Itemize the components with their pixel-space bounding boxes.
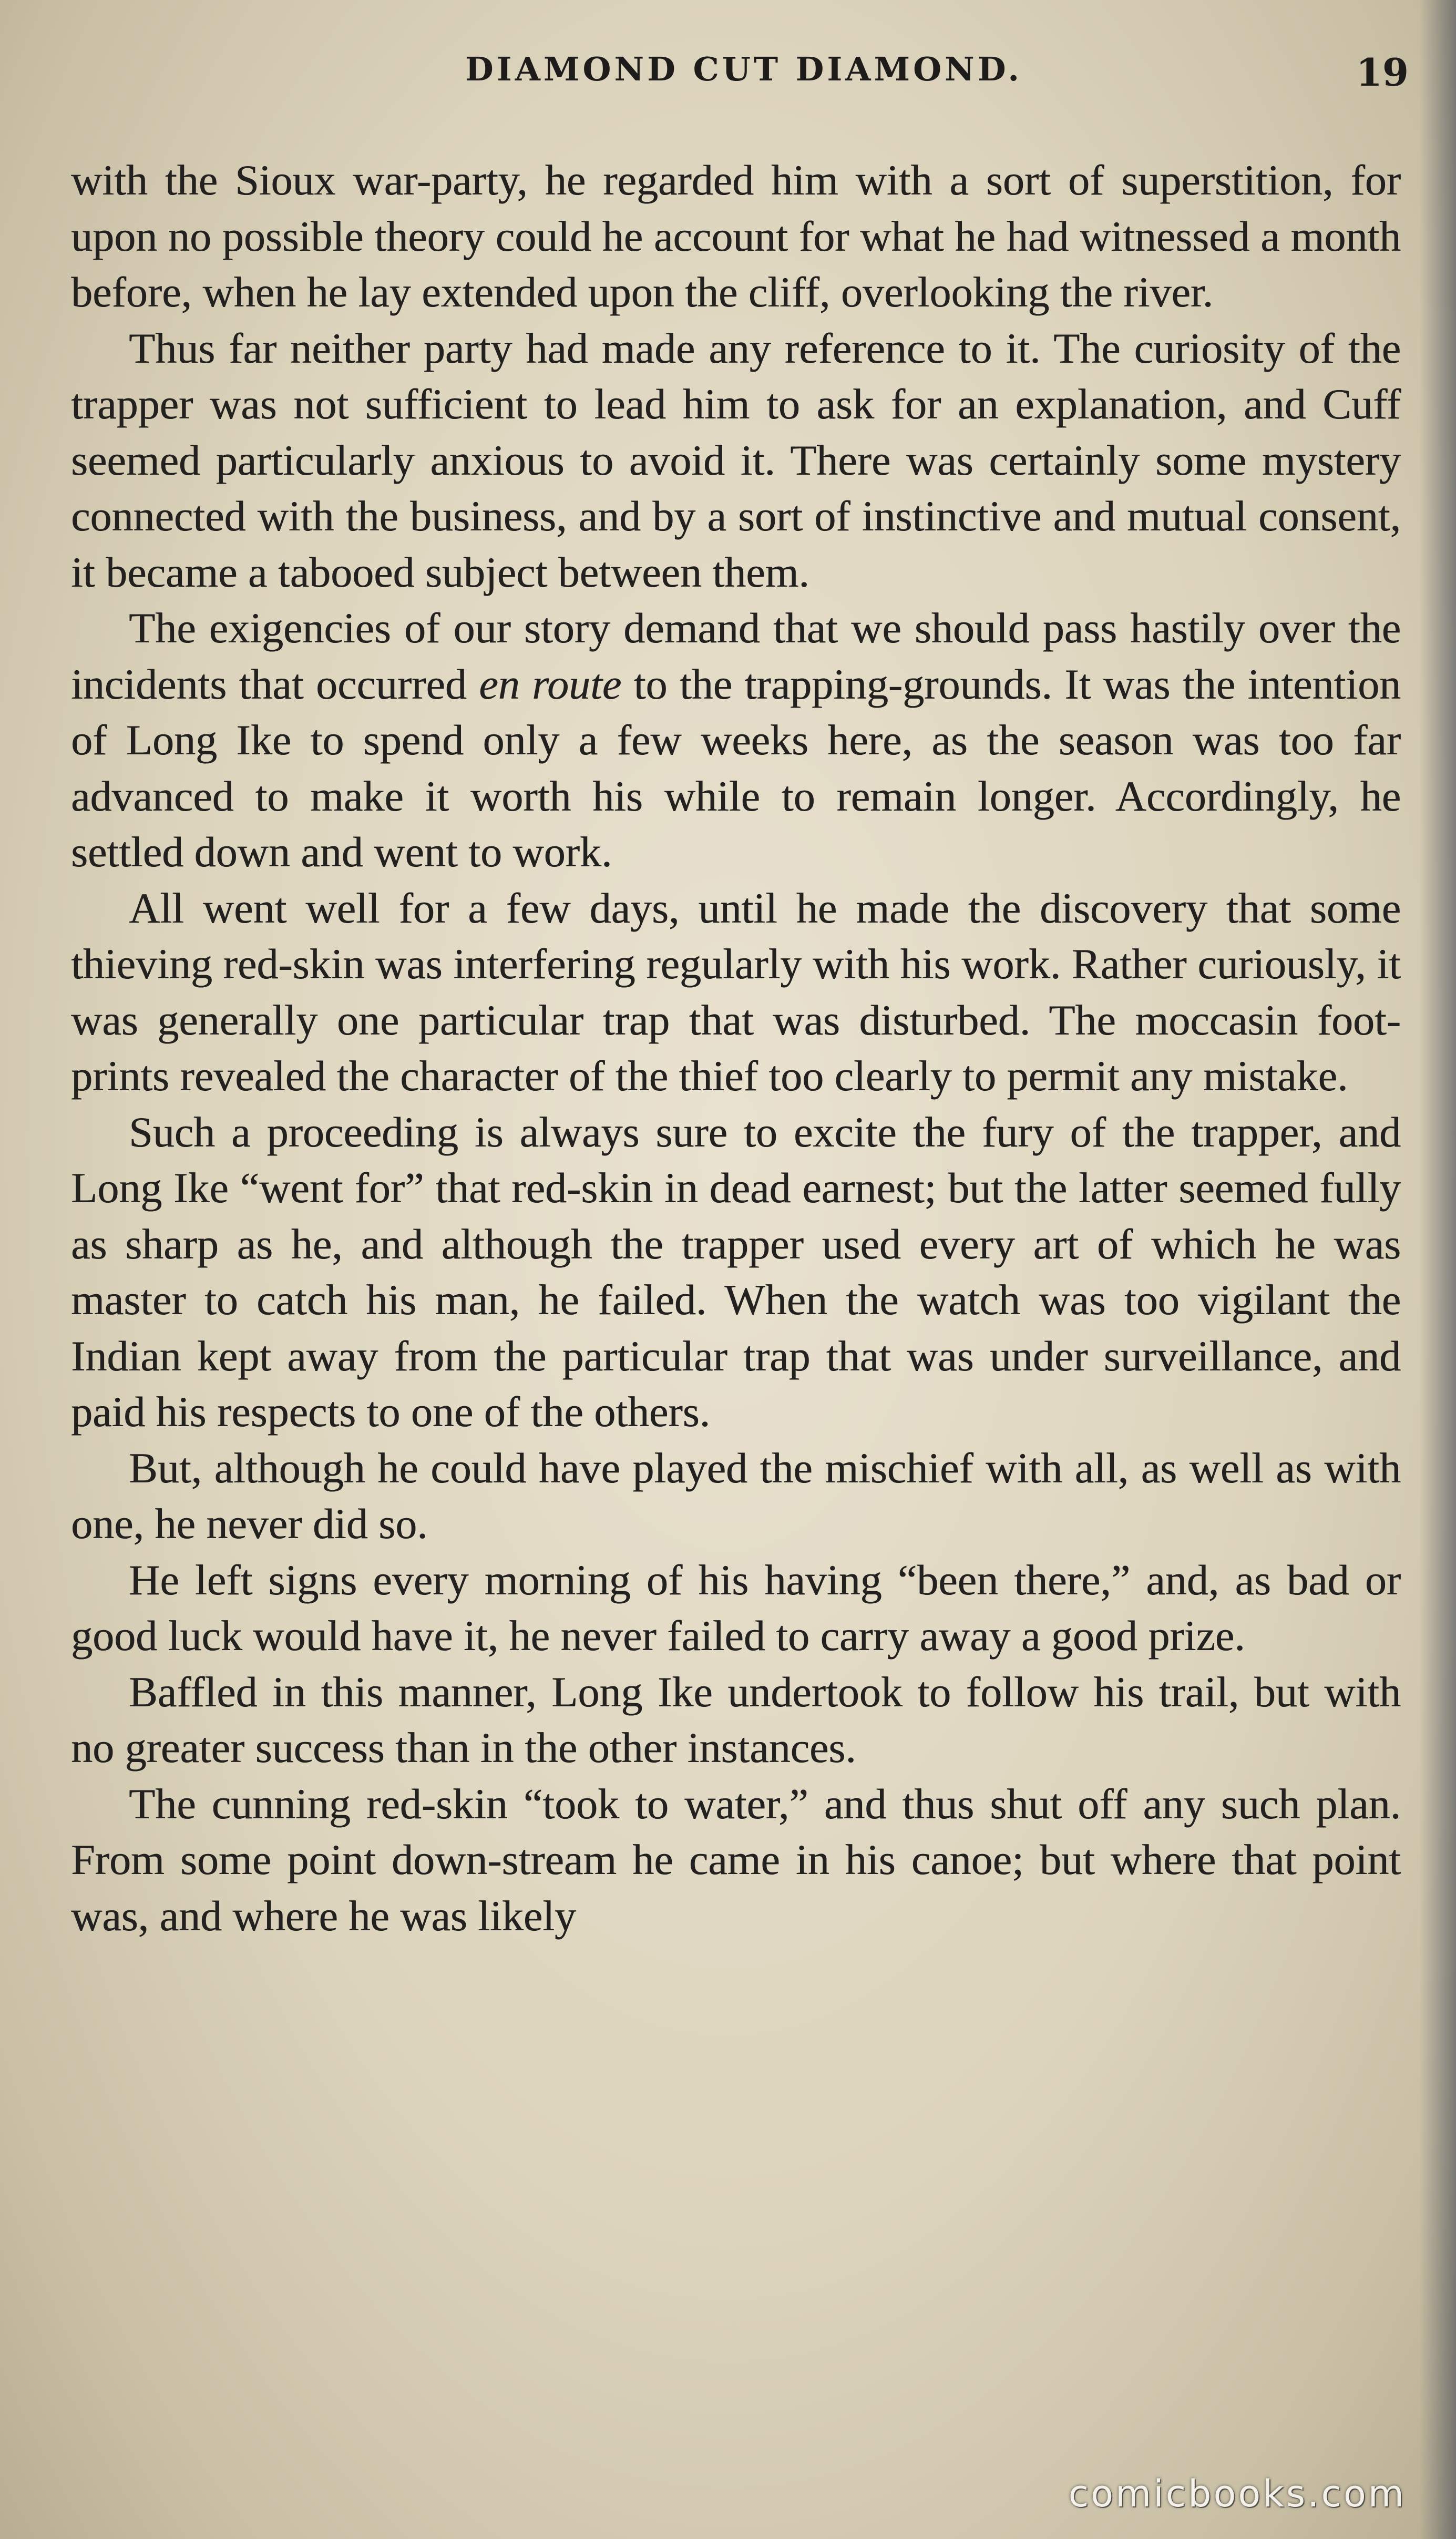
paragraph-5: Such a proceeding is always sure to excite the fury of the trapper, and Long Ike “went for” that red-skin in dead earnest; but the latter seemed fully as sharp as he, and although the trapper used every art of which he was master to catch his man, he failed. When the watch was too vigilant the Indian kept away from the particular trap that was under surveillance, and paid his respects to one of the others.	[71, 1108, 1401, 1436]
paragraph-9: The cunning red-skin “took to water,” and thus shut off any such plan. From some point down-stream he came in his canoe; but where that point was, and where he was likely	[71, 1779, 1401, 1940]
paragraph-2: Thus far neither party had made any reference to it. The curiosity of the trapper was not sufficient to lead him to ask for an explanation, and Cuff seemed particularly anxious to avoid it. There was certainly some mystery connected with the business, and by a sort of instinctive and mutual consent, it became a tabooed subject between them.	[71, 324, 1401, 596]
paragraph-7: He left signs every morning of his having “been there,” and, as bad or good luck would have it, he never failed to carry away a good prize.	[71, 1555, 1401, 1660]
paragraph-6: But, although he could have played the mischief with all, as well as with one, he never did so.	[71, 1443, 1401, 1548]
paragraph-3-start: The exigencies of our story demand that we should pass hastily over the incidents that occurred	[71, 604, 1401, 708]
italic-phrase: en route	[479, 660, 622, 708]
running-head-title: DIAMOND CUT DIAMOND.	[465, 50, 1022, 88]
paragraph-8: Baffled in this manner, Long Ike undertook to follow his trail, but with no greater success than in the other instances.	[71, 1667, 1401, 1772]
watermark: comicbooks.com	[1068, 2472, 1406, 2515]
page-number: 19	[1356, 50, 1409, 95]
body-text	[71, 152, 1401, 1944]
paragraph-3	[71, 600, 1401, 881]
paragraph-1: with the Sioux war-party, he regarded him with a sort of superstition, for upon no possible theory could he account for what he had witnessed a month before, when he lay extended upon the cliff, overlooking the river.	[71, 156, 1401, 316]
paragraph-4: All went well for a few days, until he made the discovery that some thieving red-skin was interfering regularly with his work. Rather curiously, it was generally one particular trap that was disturbed. The moccasin foot-prints revealed the character of the thief too clearly to permit any mistake.	[71, 884, 1401, 1100]
running-head	[79, 50, 1409, 103]
page-edge-shadow	[1419, 0, 1456, 2539]
paragraph-3-end: to the trapping-grounds. It was the intention of Long Ike to spend only a few weeks here, as the season was too far advanced to make it worth his while to remain longer. Accordingly, he settled down and went to work.	[71, 660, 1401, 876]
